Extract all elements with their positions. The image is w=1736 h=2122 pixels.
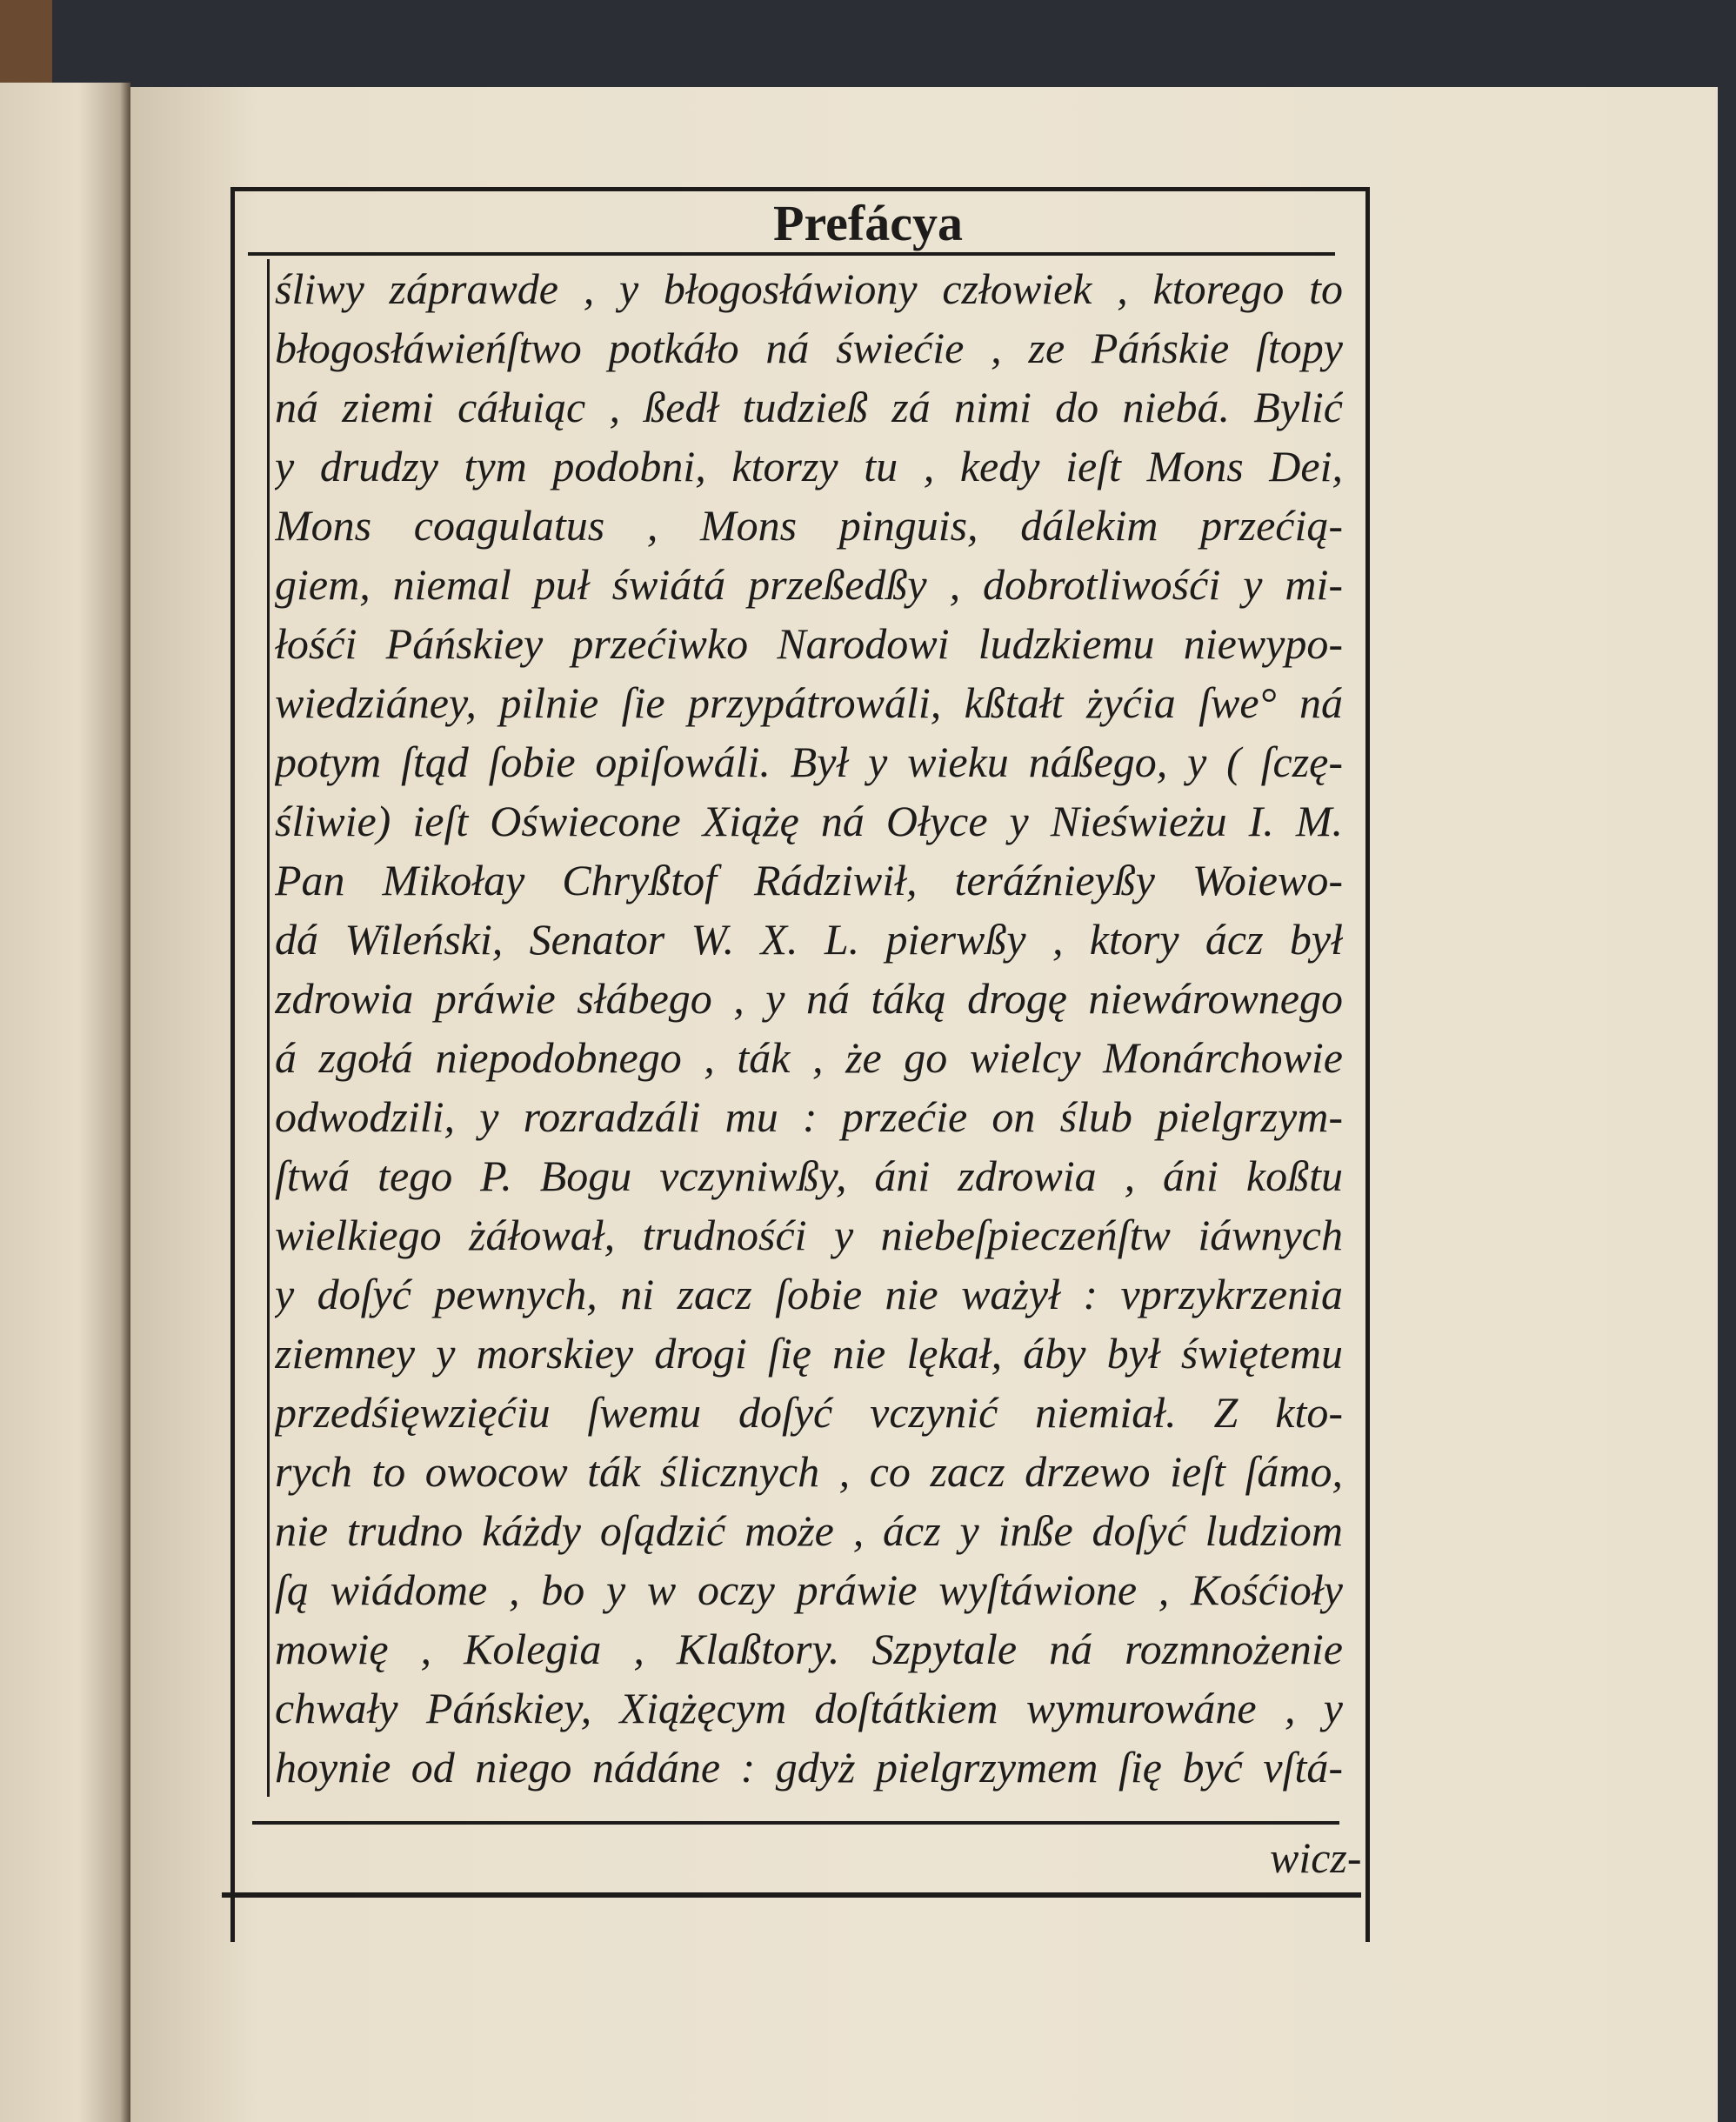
title-underline-rule	[248, 252, 1335, 256]
text-line: wiedziáney, pilnie ſie przypátrowáli, kßtałt żyćia ſwe° ná	[275, 678, 1343, 727]
text-line: Pan Mikołay Chryßtof Rádziwił, teráźnieyßy Woiewo-	[275, 856, 1343, 904]
text-line: ziemney y morskiey drogi ſię nie lękał, áby był świętemu	[275, 1329, 1343, 1378]
text-line: giem, niemal puł świátá przeßedßy , dobrotliwośći y mi-	[275, 560, 1343, 609]
text-line: rych to owocow ták ślicznych , co zacz drzewo ieſt ſámo,	[275, 1447, 1343, 1496]
body-text	[267, 259, 1343, 1797]
bottom-rule	[222, 1892, 1361, 1898]
text-line: zdrowia práwie słábego , y ná táką drogę niewárownego	[275, 974, 1343, 1023]
text-line: á zgołá niepodobnego , ták , że go wielcy Monárchowie	[275, 1033, 1343, 1082]
text-line: ná ziemi cáłuiąc , ßedł tudzieß zá nimi do niebá. Bylić	[275, 383, 1343, 431]
text-bottom-rule	[252, 1821, 1339, 1825]
text-line: przedśięwzięćiu ſwemu doſyć vczynić niemiał. Z kto-	[275, 1388, 1343, 1437]
text-line: mowię , Kolegia , Klaßtory. Szpytale ná rozmnożenie	[275, 1625, 1343, 1673]
text-line: wielkiego żáłował, trudnośći y niebeſpieczeńſtw iáwnych	[275, 1211, 1343, 1259]
text-line: y doſyć pewnych, ni zacz ſobie nie ważył : vprzykrzenia	[275, 1270, 1343, 1318]
text-line: śliwy záprawde , y błogosłáwiony człowiek , ktorego to	[275, 264, 1343, 313]
text-line: potym ſtąd ſobie opiſowáli. Był y wieku náßego, y ( ſczę-	[275, 737, 1343, 786]
text-line: ſą wiádome , bo y w oczy práwie wyſtáwione , Kośćioły	[275, 1565, 1343, 1614]
text-line: śliwie) ieſt Oświecone Xiążę ná Ołyce y Nieświeżu I. M.	[275, 797, 1343, 845]
text-line: dá Wileński, Senator W. X. L. pierwßy , ktory ácz był	[275, 915, 1343, 964]
left-page	[0, 83, 130, 2122]
text-line: y drudzy tym podobni, ktorzy tu , kedy ieſt Mons Dei,	[275, 442, 1343, 490]
text-line: błogosłáwieńſtwo potkáło ná świećie , ze Páńskie ſtopy	[275, 324, 1343, 372]
text-line: nie trudno káżdy oſądzić może , ácz y inße doſyć ludziom	[275, 1506, 1343, 1555]
text-line: odwodzili, y rozradzáli mu : przećie on ślub pielgrzym-	[275, 1092, 1343, 1141]
page-title: Prefácya	[773, 195, 963, 251]
text-line: Mons coagulatus , Mons pinguis, dálekim przećią-	[275, 501, 1343, 550]
book-cover-edge	[0, 0, 52, 83]
text-line: ſtwá tego P. Bogu vczyniwßy, áni zdrowia , áni koßtu	[275, 1151, 1343, 1200]
catchword: wicz-	[1270, 1833, 1362, 1882]
text-line: łośći Páńskiey przećiwko Narodowi ludzkiemu niewypo-	[275, 619, 1343, 668]
top-rule	[230, 187, 1370, 191]
text-line: chwały Páńskiey, Xiążęcym doſtátkiem wymurowáne , y	[275, 1684, 1343, 1732]
text-line: hoynie od niego nádáne : gdyż pielgrzymem ſię być vſtá-	[275, 1743, 1343, 1792]
